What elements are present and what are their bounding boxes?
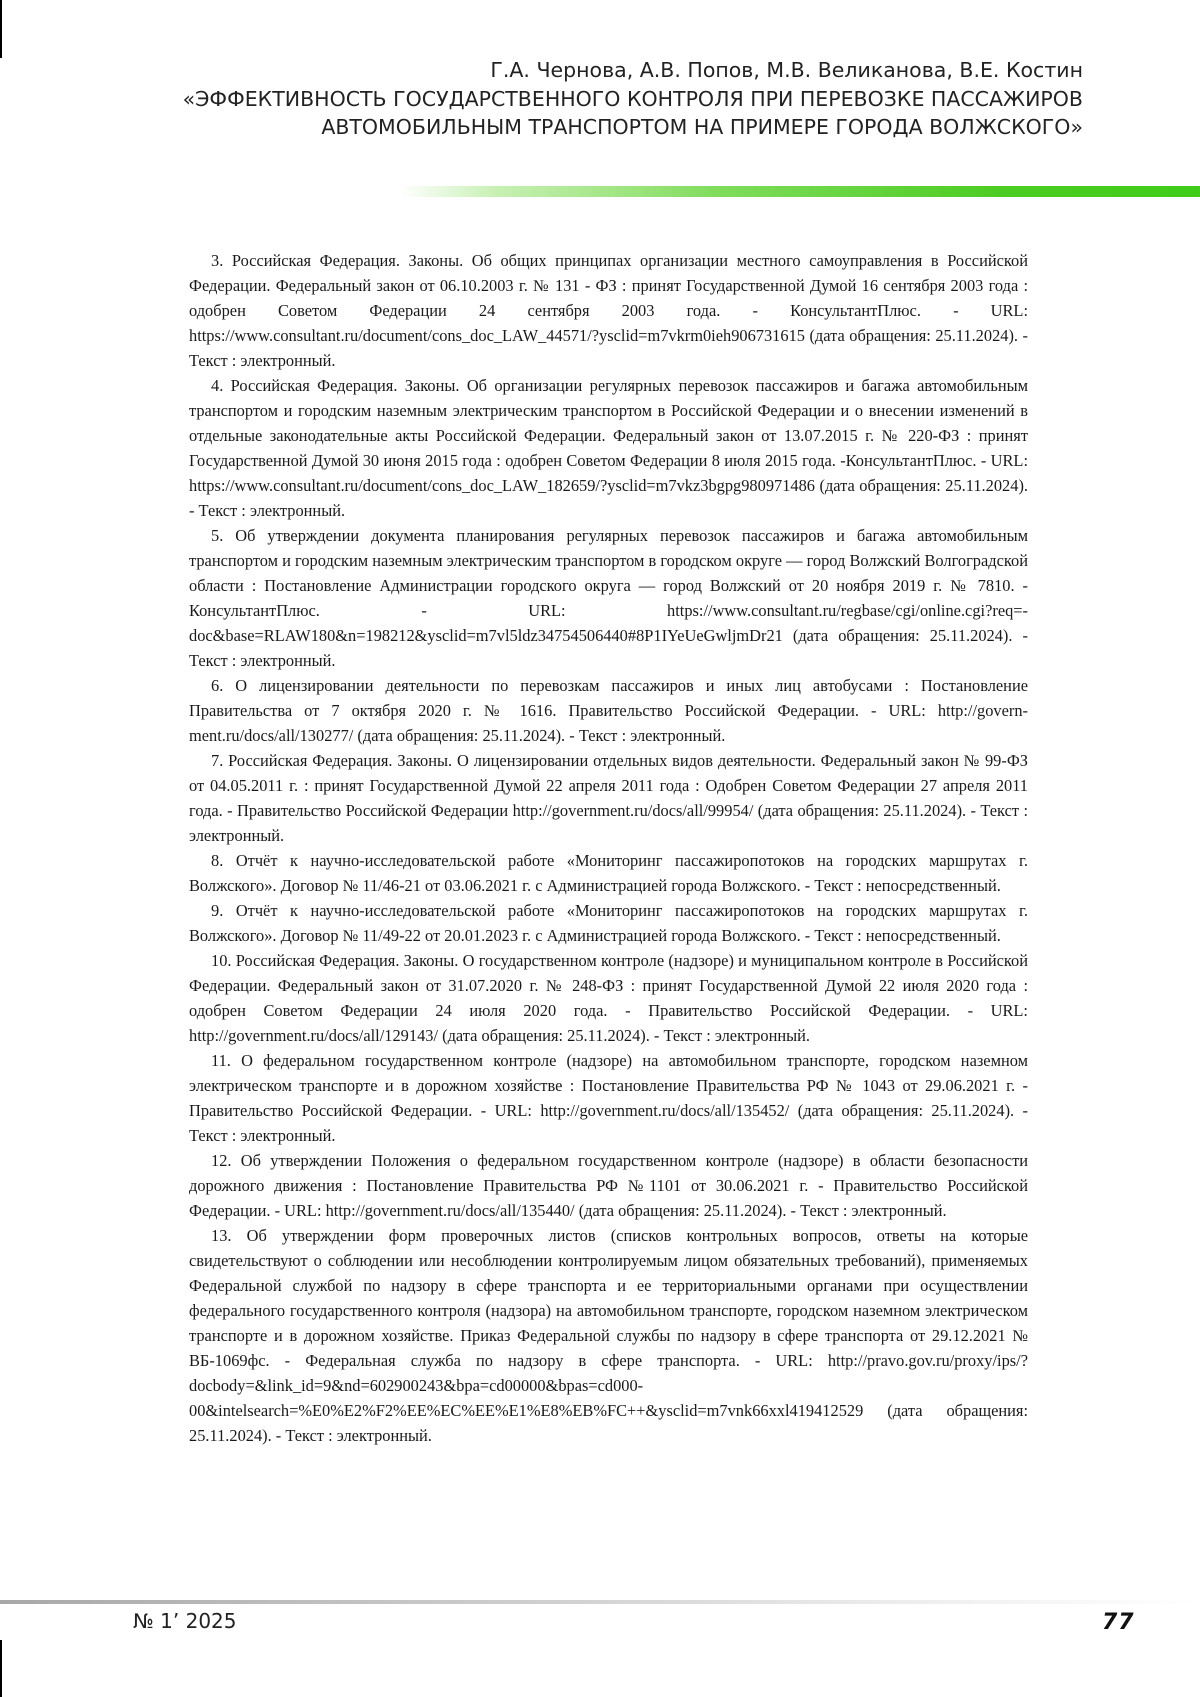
header-authors: Г.А. Чернова, А.В. Попов, М.В. Великанова, В.Е. Костин — [490, 58, 1083, 82]
header-title-line-2: АВТОМОБИЛЬНЫМ ТРАНСПОРТОМ НА ПРИМЕРЕ ГОРОДА ВОЛЖСКОГО» — [321, 115, 1083, 139]
reference-item-5: 5. Об утверждении документа планирования регулярных перевозок пассажиров и багажа автомобильным транспортом и городским наземным электрическим транспортом в городском округе — город Волжский Волгоградской области : Постановление Администрации городского округа — город Волжский от 20 ноября 2019 г. № 7810. - КонсультантПлюс. - URL: https://www.consultant.ru/regbase/cgi/online.cgi?req=doc&base=RLAW180&n=198212&ysclid=m7vl5ldz34754506440#8P1IYeUeGwljmDr21 (дата обращения: 25.11.2024). - Текст : электронный. — [189, 526, 1028, 670]
reference-item-11: 11. О федеральном государственном контроле (надзоре) на автомобильном транспорте, городском наземном электрическом транспорте и в дорожном хозяйстве : Постановление Правительства РФ № 1043 от 29.06.2021 г. - Правительство Российской Федерации. - URL: http://government.ru/docs/all/135452/ (дата обращения: 25.11.2024). - Текст : электронный. — [189, 1051, 1028, 1145]
header-title-line-1: «ЭФФЕКТИВНОСТЬ ГОСУДАРСТВЕННОГО КОНТРОЛЯ ПРИ ПЕРЕВОЗКЕ ПАССАЖИРОВ — [182, 86, 1083, 111]
reference-item-13: 13. Об утверждении форм проверочных листов (списков контрольных вопросов, ответы на которые свидетельствуют о соблюдении или несоблюдении контролируемым лицом обязательных требований), применяемых Федеральной службой по надзору в сфере транспорта и ее территориальными органами при осуществлении федерального государственного контроля (надзора) на автомобильном транспорте, городском наземном электрическом транспорте и в дорожном хозяйстве. Приказ Федеральной службы по надзору в сфере транспорта от 29.12.2021 № ВБ-1069фс. - Федеральная служба по надзору в сфере транспорта. - URL: http://pravo.gov.ru/proxy/ips/?docbody=&link_id=9&nd=602900243&bpa=cd00000&bpas=cd00000&intelsearch=%E0%E2%F2%EE%EC%EE%E1%E8%EB%FC++&ysclid=m7vnk66xxl419412529 (дата обращения: 25.11.2024). - Текст : электронный. — [189, 1226, 1028, 1445]
crop-mark-bottom-left — [0, 1640, 2, 1697]
header-accent-bar — [400, 186, 1200, 197]
reference-item-9: 9. Отчёт к научно-исследовательской работе «Мониторинг пассажиропотоков на городских маршрутах г. Волжского». Договор № 11/49-22 от 20.01.2023 г. с Администрацией города Волжского. - Текст : непосредственный. — [189, 901, 1028, 945]
reference-item-6: 6. О лицензировании деятельности по перевозкам пассажиров и иных лиц автобусами : Постановление Правительства от 7 октября 2020 г. № 1616. Правительство Российской Федерации. - URL: http://government.ru/docs/all/130277/ (дата обращения: 25.11.2024). - Текст : электронный. — [189, 676, 1028, 745]
reference-item-7: 7. Российская Федерация. Законы. О лицензировании отдельных видов деятельности. Федеральный закон № 99-ФЗ от 04.05.2011 г. : принят Государственной Думой 22 апреля 2011 года : Одобрен Советом Федерации 27 апреля 2011 года. - Правительство Российской Федерации http://government.ru/docs/all/99954/ (дата обращения: 25.11.2024). - Текст : электронный. — [189, 751, 1028, 845]
reference-item-12: 12. Об утверждении Положения о федеральном государственном контроле (надзоре) в области безопасности дорожного движения : Постановление Правительства РФ №1101 от 30.06.2021 г. - Правительство Российской Федерации. - URL: http://government.ru/docs/all/135440/ (дата обращения: 25.11.2024). - Текст : электронный. — [189, 1151, 1028, 1220]
page-number: 77 — [1102, 1610, 1135, 1635]
reference-item-4: 4. Российская Федерация. Законы. Об организации регулярных перевозок пассажиров и багажа автомобильным транспортом и городским наземным электрическим транспортом в Российской Федерации и о внесении изменений в отдельные законодательные акты Российской Федерации. Федеральный закон от 13.07.2015 г. № 220-ФЗ : принят Государственной Думой 30 июня 2015 года : одобрен Советом Федерации 8 июля 2015 года. -КонсультантПлюс. - URL: https://www.consultant.ru/document/cons_doc_LAW_182659/?ysclid=m7vkz3bgpg980971486 (дата обращения: 25.11.2024). - Текст : электронный. — [189, 376, 1028, 520]
running-header — [83, 56, 1083, 142]
issue-number: № 1’ 2025 — [133, 1609, 237, 1633]
reference-item-8: 8. Отчёт к научно-исследовательской работе «Мониторинг пассажиропотоков на городских маршрутах г. Волжского». Договор № 11/46-21 от 03.06.2021 г. с Администрацией города Волжского. - Текст : непосредственный. — [189, 851, 1028, 895]
reference-item-10: 10. Российская Федерация. Законы. О государственном контроле (надзоре) и муниципальном контроле в Российской Федерации. Федеральный закон от 31.07.2020 г. № 248-ФЗ : принят Государственной Думой 22 июля 2020 года : одобрен Советом Федерации 24 июля 2020 года. - Правительство Российской Федерации. - URL: http://government.ru/docs/all/129143/ (дата обращения: 25.11.2024). - Текст : электронный. — [189, 951, 1028, 1045]
reference-list — [189, 248, 1028, 1448]
crop-mark-top-left — [0, 0, 2, 58]
footer-rule — [0, 1600, 1200, 1604]
reference-item-3: 3. Российская Федерация. Законы. Об общих принципах организации местного самоуправления в Российской Федерации. Федеральный закон от 06.10.2003 г. № 131 - ФЗ : принят Государственной Думой 16 сентября 2003 года : одобрен Советом Федерации 24 сентября 2003 года. - КонсультантПлюс. - URL: https://www.consultant.ru/document/cons_doc_LAW_44571/?ysclid=m7vkrm0ieh906731615 (дата обращения: 25.11.2024). - Текст : электронный. — [189, 251, 1028, 370]
